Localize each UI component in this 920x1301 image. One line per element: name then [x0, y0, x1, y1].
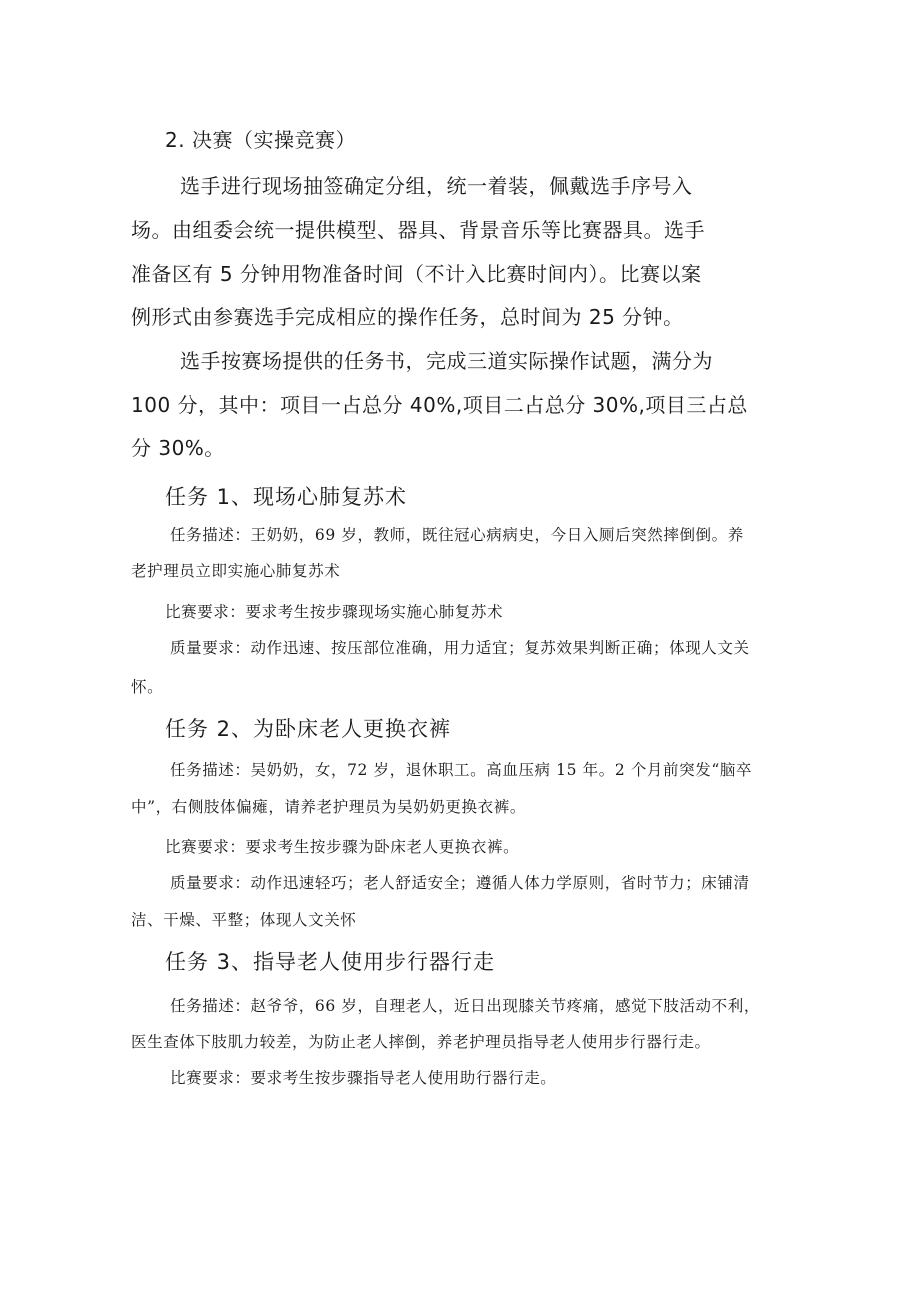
- section-heading: 2. 决赛（实操竞赛）: [165, 128, 356, 152]
- task-3-competition-requirement: 比赛要求：要求考生按步骤指导老人使用助行器行走。: [170, 1069, 557, 1087]
- task-3-description-line-1: 任务描述：赵爷爷，66 岁，自理老人，近日出现膝关节疼痛，感觉下肢活动不利，: [170, 997, 760, 1015]
- task-2-description-line-2: 中”，右侧肢体偏瘫，请养老护理员为吴奶奶更换衣裤。: [131, 798, 526, 816]
- task-1-quality-requirement-line-1: 质量要求：动作迅速、按压部位准确，用力适宜；复苏效果判断正确；体现人文关: [170, 639, 750, 657]
- task-3-description-line-2: 医生查体下肢肌力较差，为防止老人摔倒，养老护理员指导老人使用步行器行走。: [131, 1033, 711, 1051]
- task-1-competition-requirement: 比赛要求：要求考生按步骤现场实施心肺复苏术: [165, 603, 504, 621]
- task-1-title: 任务 1、现场心肺复苏术: [165, 485, 408, 509]
- task-1-description-line-1: 任务描述：王奶奶，69 岁，教师，既往冠心病病史，今日入厕后突然摔倒倒。养: [170, 526, 744, 544]
- para1-line-1: 选手进行现场抽签确定分组，统一着装，佩戴选手序号入: [180, 174, 693, 198]
- task-2-quality-requirement-line-1: 质量要求：动作迅速轻巧；老人舒适安全；遵循人体力学原则，省时节力；床铺清: [170, 874, 750, 892]
- task-2-competition-requirement: 比赛要求：要求考生按步骤为卧床老人更换衣裤。: [165, 838, 520, 856]
- para1-line-3: 准备区有 5 分钟用物准备时间（不计入比赛时间内）。比赛以案: [131, 262, 702, 286]
- task-1-description-line-2: 老护理员立即实施心肺复苏术: [131, 562, 341, 580]
- para2-line-2: 100 分，其中：项目一占总分 40%,项目二占总分 30%,项目三占总: [131, 393, 748, 417]
- task-2-quality-requirement-line-2: 洁、干燥、平整；体现人文关怀: [131, 911, 357, 929]
- para2-line-1: 选手按赛场提供的任务书，完成三道实际操作试题，满分为: [180, 349, 713, 373]
- para1-line-2: 场。由组委会统一提供模型、器具、背景音乐等比赛器具。选手: [131, 218, 705, 242]
- task-1-quality-requirement-line-2: 怀。: [131, 678, 164, 696]
- task-2-description-line-1: 任务描述：吴奶奶，女，72 岁，退休职工。高血压病 15 年。2 个月前突发“脑卒: [170, 761, 753, 779]
- para1-line-4: 例形式由参赛选手完成相应的操作任务，总时间为 25 分钟。: [131, 305, 684, 329]
- task-3-title: 任务 3、指导老人使用步行器行走: [165, 950, 496, 974]
- task-2-title: 任务 2、为卧床老人更换衣裤: [165, 717, 452, 741]
- para2-line-3: 分 30%。: [131, 436, 225, 460]
